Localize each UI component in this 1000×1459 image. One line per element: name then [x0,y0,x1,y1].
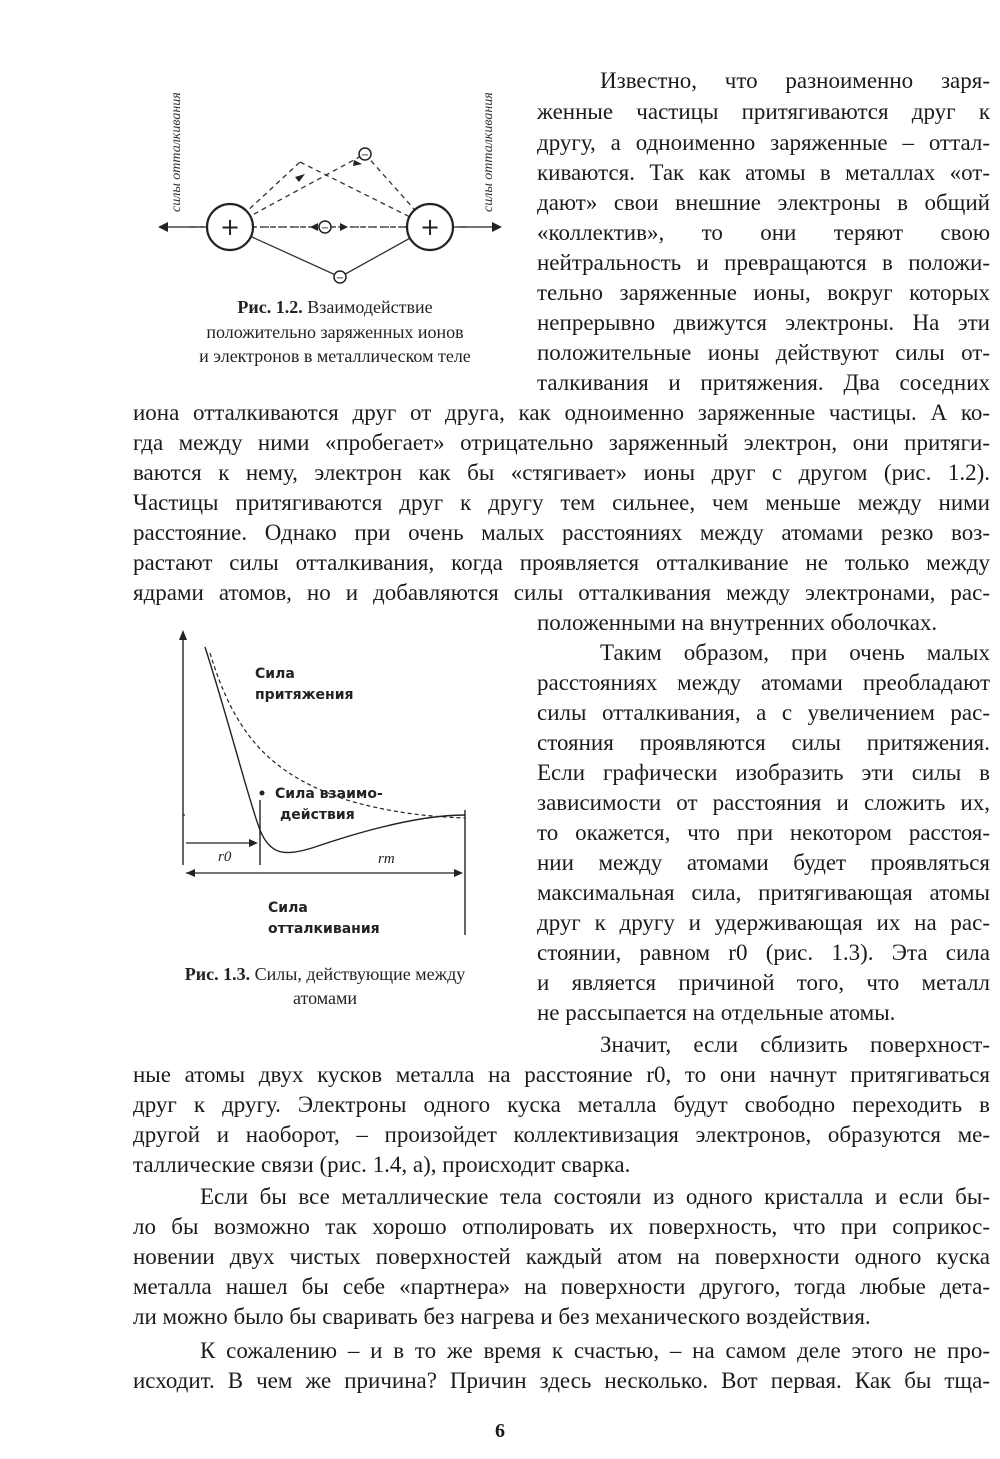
svg-text:−: − [320,223,330,234]
text-line: расстояниях между атомами преобладают [537,670,990,695]
text-line: растают силы отталкивания, когда проявляется отталкивание не только между [133,550,990,575]
text-line: друг к другу. Электроны одного куска металла будут свободно переходить в [133,1092,990,1117]
text-line: максимальная сила, притягивающая атомы [537,880,990,905]
label-repulsion-2: отталкивания [268,921,380,937]
text-line: ядрами атомов, но и добавляются силы отталкивания между электронами, рас- [133,580,990,605]
text-line: нейтральность и превращаются в положи- [537,250,990,275]
text-line: ваются к нему, электрон как бы «стягивает» ионы друг с другом (рис. 1.2). [133,460,990,485]
text-line: другу, а одноименно заряженные – оттал- [537,130,990,155]
text-line: расстояние. Однако при очень малых расстояниях между атомами резко воз- [133,520,990,545]
figure-1-3-number: Рис. 1.3. [184,964,251,984]
text-line: металла нашел бы себе «партнера» на поверхности другого, тогда любые дета- [133,1274,990,1299]
text-line: не рассыпается на отдельные атомы. [537,1000,896,1025]
ion-right-sign: + [419,213,441,241]
text-line: друг к другу и удерживающая их на рас- [537,910,990,935]
text-line: Значит, если сблизить поверхност- [600,1032,990,1057]
figure-1-2-caption [150,295,520,319]
label-interaction-2: действия [280,807,355,823]
label-attraction-1: Сила [255,666,295,682]
figure-1-3-caption [150,962,500,986]
figure-1-2-caption-line3: и электронов в металлическом теле [199,346,471,366]
text-line: Если бы все металлические тела состояли из одного кристалла и если бы- [200,1184,990,1209]
electron-middle [319,221,331,234]
text-line: зависимости от расстояния и сложить их, [537,790,990,815]
text-line: нии между атомами будет проявляться [537,850,990,875]
text-line: талкивания и притяжения. Два соседних [537,370,990,395]
figure-1-2-caption-line1: Взаимодействие [307,297,433,317]
ion-left [207,204,253,250]
page-number: 6 [495,1420,505,1442]
figure-1-2-caption-line2: положительно заряженных ионов [206,322,464,342]
text-line: «коллектив», то они теряют свою [537,220,990,245]
text-line: другой и наоборот, – произойдет коллективизация электронов, образуются ме- [133,1122,990,1147]
label-repulsion-left: силы отталкивания [169,92,184,212]
text-line: силы отталкивания, а с увеличением рас- [537,700,990,725]
text-line: исходит. В чем же причина? Причин здесь несколько. Вот первая. Как бы тща- [133,1368,990,1393]
svg-text:−: − [360,150,370,161]
figure-1-3-caption-line2: атомами [292,988,358,1008]
electron-bottom [334,271,346,284]
figure-1-3-caption-line1: Силы, действующие между [254,964,466,984]
text-line: иона отталкиваются друг от друга, как одноименно заряженные частицы. А ко- [133,400,990,425]
figure-1-3-chart [150,625,500,985]
figure-1-2-number: Рис. 1.2. [237,297,303,317]
ion-left-sign: + [219,213,241,241]
text-line: стояния проявляются силы притяжения. [537,730,990,755]
text-line: гда между ними «пробегает» отрицательно заряженный электрон, они притяги- [133,430,990,455]
text-line: К сожалению – и в то же время к счастью, – на самом деле этого не про- [200,1338,990,1363]
text-line: непрерывно движутся электроны. На эти [537,310,990,335]
label-attraction-2: притяжения [255,687,354,703]
text-line: Если графически изобразить эти силы в [537,760,990,785]
electron-top [359,148,371,161]
text-line: женные частицы притягиваются друг к [537,99,990,124]
text-line: ло бы возможно так хорошо отполировать их поверхность, что при соприкос- [133,1214,990,1239]
text-line: тельно заряженные ионы, вокруг которых [537,280,990,305]
svg-text:−: − [335,273,345,284]
label-repulsion-right: силы отталкивания [481,92,496,212]
text-line: ли можно было бы сваривать без нагрева и без механического воздействия. [133,1304,871,1329]
text-line: дают» свои внешние электроны в общий [537,190,990,215]
text-line: стоянии, равном r0 (рис. 1.3). Эта сила [537,940,990,965]
label-rm: rm [378,851,395,867]
text-line: новении двух чистых поверхностей каждый атом на поверхности одного куска [133,1244,990,1269]
text-line: то окажется, что при некотором расстоя- [537,820,990,845]
text-line: киваются. Так как атомы в металлах «от- [537,160,990,185]
ion-right [407,204,453,250]
label-r0: r0 [218,849,232,865]
text-line: Таким образом, при очень малых [600,640,990,665]
text-line: Частицы притягиваются друг к другу тем сильнее, чем меньше между ними [133,490,990,515]
label-interaction-1: Сила взаимо- [275,786,383,802]
text-line: положенными на внутренних оболочках. [537,610,938,635]
label-repulsion-1: Сила [268,900,308,916]
text-line: ные атомы двух кусков металла на расстояние r0, то они начнут притягиваться [133,1062,990,1087]
text-line: положительные ионы действуют силы от- [537,340,990,365]
text-line: таллические связи (рис. 1.4, а), происходит сварка. [133,1152,631,1177]
text-line: и является причиной того, что металл [537,970,990,995]
text-line: Известно, что разноименно заря- [600,68,990,93]
